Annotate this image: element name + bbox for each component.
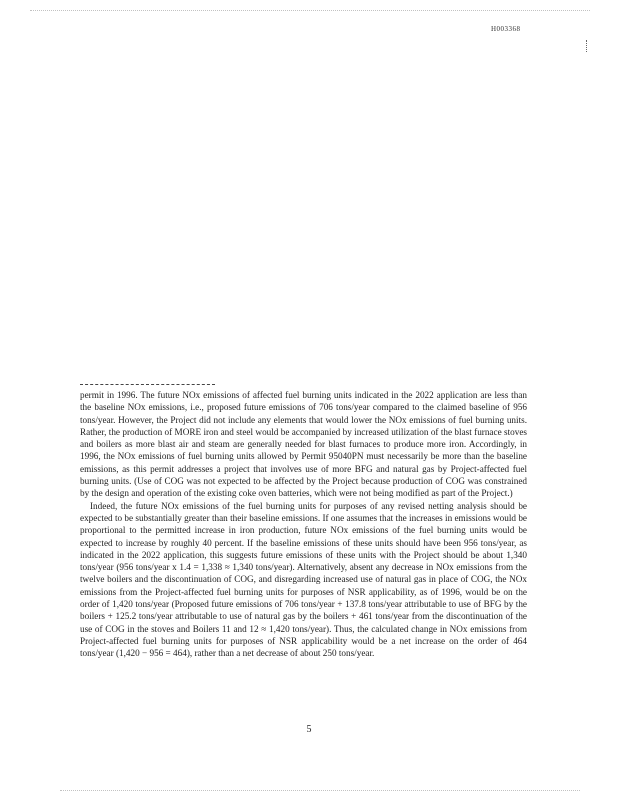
footnote-paragraph-1: permit in 1996. The future NOx emissions of affected fuel burning units indicated in the 2022 application are less than the baseline NOx emissions, i.e., proposed future emissions of 706 tons/year compared to the claimed baseline of 956 tons/year. However, the Project did not include any elements that would lower the NOx emissions of fuel burning units. Rather, the production of MORE iron and steel would be accompanied by increased utilization of the blast furnace stoves and boilers as more blast air and steam are generally needed for blast furnaces to produce more iron. Accordingly, in 1996, the NOx emissions of fuel burning units allowed by Permit 95040PN must necessarily be more than the baseline emissions, as this permit addresses a project that involves use of more BFG and natural gas by Project-affected fuel burning units. (Use of COG was not expected to be affected by the Project because production of COG was constrained by the design and operation of the existing coke oven batteries, which were not being modified as part of the Project.) — [80, 390, 527, 499]
bates-number: H003368 — [491, 25, 521, 33]
footnote-paragraph-2: Indeed, the future NOx emissions of the fuel burning units for purposes of any revised netting analysis should be expected to be substantially greater than their baseline emissions. If one assumes that the increases in emissions would be proportional to the permitted increase in iron production, future NOx emissions of the fuel burning units would be expected to increase by roughly 40 percent. If the baseline emissions of these units should have been 956 tons/year, as indicated in the 2022 application, this suggests future emissions of these units with the Project should be about 1,340 tons/year (956 tons/year x 1.4 = 1,338 ≈ 1,340 tons/year). Alternatively, absent any decrease in NOx emissions from the twelve boilers and the discontinuation of COG, and disregarding increased use of natural gas in place of COG, the NOx emissions from the Project-affected fuel burning units for purposes of NSR applicability, as of 1996, would be on the order of 1,420 tons/year (Proposed future emissions of 706 tons/year + 137.8 tons/year attributable to use of BFG by the boilers + 125.2 tons/year attributable to use of natural gas by the boilers + 461 tons/year from the discontinuation of the use of COG in the stoves and Boilers 11 and 12 ≈ 1,420 tons/year). Thus, the calculated change in NOx emissions from Project-affected fuel burning units for purposes of NSR applicability would be a net increase on the order of 464 tons/year (1,420 − 956 = 464), rather than a net decrease of about 250 tons/year. — [80, 500, 527, 659]
footnote-separator — [80, 384, 215, 385]
scan-artifact-bottom — [60, 790, 580, 795]
page-number: 5 — [306, 724, 312, 735]
footnote-continuation — [80, 389, 527, 660]
scan-artifact-top — [30, 10, 590, 17]
scan-artifact-right-edge — [586, 40, 590, 52]
